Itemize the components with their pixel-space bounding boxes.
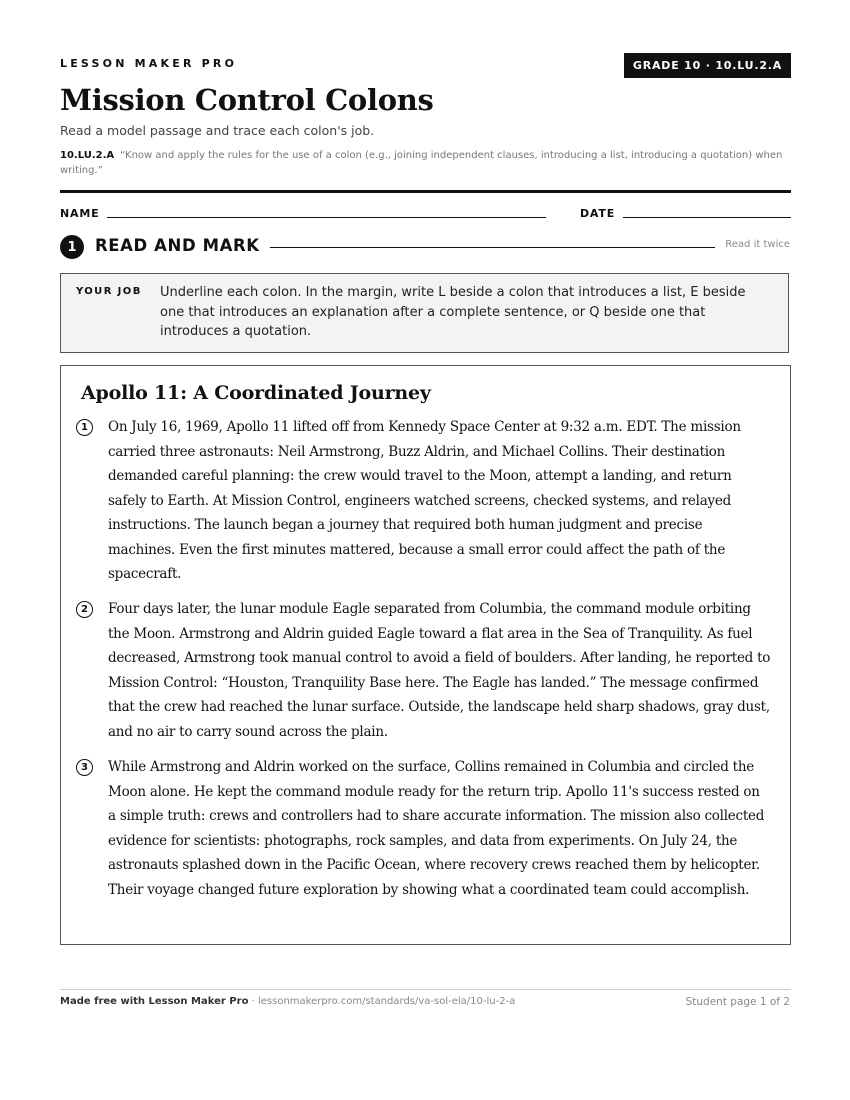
passage-title: Apollo 11: A Coordinated Journey	[81, 382, 431, 404]
standard-text: “Know and apply the rules for the use of a colon (e.g., joining independent clauses, introducing a list, introducing a quotation) when writing.”	[60, 150, 783, 176]
name-field[interactable]	[107, 217, 546, 218]
instructions-label: YOUR JOB	[76, 286, 142, 297]
footer-separator: ·	[248, 996, 258, 1007]
section-note: Read it twice	[725, 239, 790, 250]
paragraph-number: 1	[76, 419, 93, 436]
grade-badge: GRADE 10 · 10.LU.2.A	[624, 53, 791, 78]
name-label: NAME	[60, 207, 100, 220]
footer-made-with: Made free with Lesson Maker Pro	[60, 996, 249, 1007]
standard-code: 10.LU.2.A	[60, 150, 115, 161]
page-indicator: Student page 1 of 2	[685, 996, 790, 1008]
instructions-box	[60, 273, 789, 353]
standard-description	[60, 148, 795, 178]
date-label: DATE	[580, 207, 616, 220]
section-divider	[270, 247, 715, 248]
paragraph-number: 3	[76, 759, 93, 776]
reading-passage	[60, 365, 791, 945]
instructions-text: Underline each colon. In the margin, write L beside a colon that introduces a list, E beside one that introduces an explanation after a complete sentence, or Q beside one that introduces a quotation.	[160, 285, 746, 339]
page-subtitle: Read a model passage and trace each colon's job.	[60, 123, 375, 138]
footer-url[interactable]: lessonmakerpro.com/standards/va-sol-ela/10-lu-2-a	[257, 996, 516, 1007]
section-title: READ AND MARK	[95, 236, 260, 255]
header-divider	[60, 190, 791, 193]
date-field[interactable]	[623, 217, 791, 218]
footer-divider	[60, 989, 791, 990]
paragraph-1: On July 16, 1969, Apollo 11 lifted off from Kennedy Space Center at 9:32 a.m. EDT. The mission carried three astronauts: Neil Armstrong, Buzz Aldrin, and Michael Collins. Their destination demanded careful planning: the crew would travel to the Moon, attempt a landing, and return safely to Earth. At Mission Control, engineers watched screens, checked systems, and relayed instructions. The launch began a journey that required both human judgment and precise machines. Even the first minutes mattered, because a small error could affect the path of the spacecraft.	[108, 419, 741, 582]
paragraph-number: 2	[76, 601, 93, 618]
paragraph-2: Four days later, the lunar module Eagle separated from Columbia, the command module orbiting the Moon. Armstrong and Aldrin guided Eagle toward a flat area in the Sea of Tranquility. As fuel decreased, Armstrong took manual control to avoid a field of boulders. After landing, he reported to Mission Control: “Houston, Tranquility Base here. The Eagle has landed.” The message confirmed that the crew had reached the lunar surface. Outside, the landscape held sharp shadows, gray dust, and no air to carry sound across the plain.	[108, 601, 771, 740]
paragraph-3: While Armstrong and Aldrin worked on the surface, Collins remained in Columbia and circled the Moon alone. He kept the command module ready for the return trip. Apollo 11's success rested on a simple truth: crews and controllers had to share accurate information. The mission also collected evidence for scientists: photographs, rock samples, and data from experiments. On July 24, the astronauts splashed down in the Pacific Ocean, where recovery crews reached them by helicopter. Their voyage changed future exploration by showing what a coordinated team could accomplish.	[108, 759, 765, 898]
footer-credit	[60, 996, 515, 1007]
page-title: Mission Control Colons	[60, 83, 434, 117]
section-number: 1	[60, 235, 84, 259]
brand-name: LESSON MAKER PRO	[60, 57, 238, 70]
